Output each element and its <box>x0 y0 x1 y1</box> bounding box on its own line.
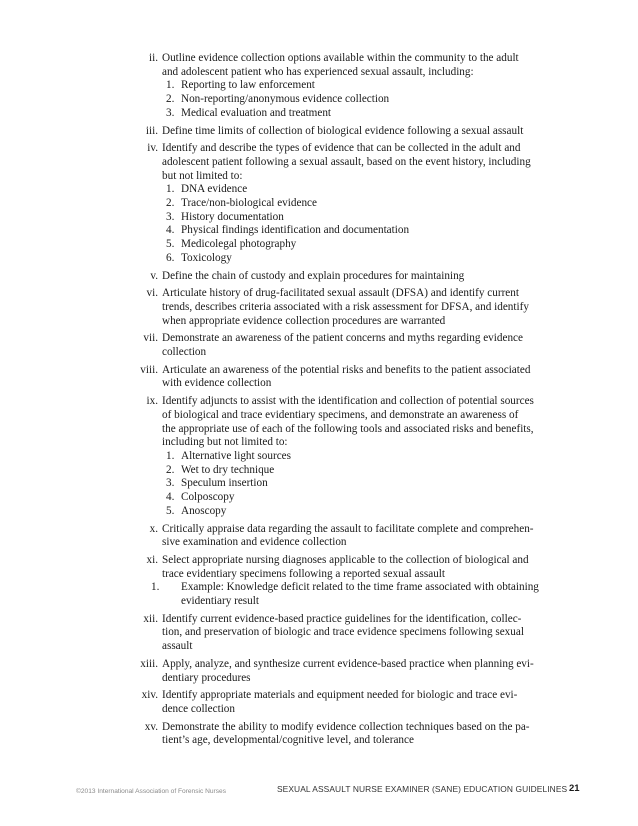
running-title: SEXUAL ASSAULT NURSE EXAMINER (SANE) EDUCATION GUIDELINES <box>277 784 568 794</box>
sub-item <box>166 505 582 519</box>
item-text: Identify and describe the types of evidence that can be collected in the adult and adolescent patient following a sexual assault, based on the event history, including but not limited to: <box>162 142 531 182</box>
sub-item-text: Example: Knowledge deficit related to the time frame associated with obtaining evidentiary result <box>181 581 539 608</box>
item-number: xi. <box>146 553 158 566</box>
item-body <box>162 125 582 139</box>
sub-item-number: 5. <box>166 238 175 251</box>
sub-item <box>166 93 582 107</box>
list-item <box>0 287 638 328</box>
item-body <box>162 287 582 328</box>
item-text: Critically appraise data regarding the assault to facilitate complete and comprehen- sive examination and evidence collection <box>162 522 534 549</box>
sub-item-number: 1. <box>166 449 175 462</box>
sub-item-text: Speculum insertion <box>181 477 268 490</box>
item-body <box>162 332 582 359</box>
sub-item <box>166 107 582 121</box>
sub-item-number: 3. <box>166 477 175 490</box>
sub-item-number: 3. <box>166 106 175 119</box>
sub-item <box>166 450 582 464</box>
item-text: Outline evidence collection options available within the community to the adult and adolescent patient who has experienced sexual assault, including: <box>162 52 519 78</box>
list-item <box>0 523 638 550</box>
sub-item <box>166 477 582 491</box>
copyright-notice: ©2013 International Association of Forensic Nurses <box>76 788 227 795</box>
sub-item-number: 4. <box>166 491 175 504</box>
item-number: viii. <box>140 363 158 376</box>
sub-item-number: 2. <box>166 463 175 476</box>
sub-item-number: 2. <box>166 93 175 106</box>
list-item <box>0 721 638 748</box>
sub-item <box>166 197 582 211</box>
list-item <box>0 613 638 654</box>
item-number: iv. <box>147 142 158 155</box>
list-item <box>0 142 638 265</box>
item-number: v. <box>150 269 158 282</box>
sub-item <box>166 183 582 197</box>
list-item <box>0 364 638 391</box>
sub-item-text: Reporting to law enforcement <box>181 79 315 92</box>
item-number: x. <box>149 522 158 535</box>
list-item <box>0 125 638 139</box>
sub-item <box>166 252 582 266</box>
item-number: ii. <box>148 52 158 64</box>
sub-item-text: Trace/non-biological evidence <box>181 197 317 210</box>
item-text: Define time limits of collection of biological evidence following a sexual assault <box>162 124 524 137</box>
item-number: vii. <box>143 332 158 345</box>
item-text: Identify appropriate materials and equipment needed for biologic and trace evi- dence collection <box>162 689 518 715</box>
sub-item-text: Colposcopy <box>181 491 235 504</box>
sub-item-number: 5. <box>166 504 175 517</box>
sub-item-number: 6. <box>166 251 175 264</box>
list-item <box>0 554 638 609</box>
item-number: xii. <box>143 612 158 625</box>
item-body <box>162 689 582 716</box>
item-text: Identify adjuncts to assist with the identification and collection of potential sources of biological and trace evidentiary specimens, and demonstrate an awareness of the appropriate use of each of the following tools and associated risks and benefits, including but not limited to: <box>162 395 534 449</box>
sub-item-number: 1. <box>166 79 175 92</box>
item-body <box>162 142 582 265</box>
sub-item-number: 2. <box>166 197 175 210</box>
item-body <box>162 270 582 284</box>
sub-item-number: 1. <box>166 183 175 196</box>
sub-item-text: Anoscopy <box>181 504 227 517</box>
sub-item-text: Wet to dry technique <box>181 463 275 476</box>
list-item <box>0 52 638 121</box>
item-number: ix. <box>146 395 158 408</box>
item-body <box>162 613 582 654</box>
sub-item-number: 3. <box>166 210 175 223</box>
list-item <box>0 689 638 716</box>
item-body <box>162 523 582 550</box>
item-body <box>162 52 582 121</box>
item-text: Apply, analyze, and synthesize current evidence-based practice when planning evi- dentiary procedures <box>162 657 534 684</box>
sub-item <box>166 79 582 93</box>
item-number: xv. <box>144 720 158 733</box>
item-text: Articulate an awareness of the potential risks and benefits to the patient associated with evidence collection <box>162 363 531 390</box>
item-text: Demonstrate an awareness of the patient concerns and myths regarding evidence collection <box>162 332 523 359</box>
item-text: Define the chain of custody and explain procedures for maintaining <box>162 269 465 282</box>
objectives-list <box>0 52 638 752</box>
page-number: 21 <box>569 783 580 794</box>
item-number: xiv. <box>141 689 158 702</box>
item-number: xiii. <box>140 657 158 670</box>
sub-item <box>166 211 582 225</box>
list-item <box>0 395 638 518</box>
sub-item-number: 4. <box>166 224 175 237</box>
sub-item-text: Medicolegal photography <box>181 238 297 251</box>
list-item <box>0 270 638 284</box>
item-body <box>162 721 582 748</box>
sub-item-text: Non-reporting/anonymous evidence collection <box>181 93 390 106</box>
sub-item-text: History documentation <box>181 210 284 223</box>
list-item <box>0 658 638 685</box>
sub-item-text: DNA evidence <box>181 183 248 196</box>
page-footer <box>0 781 638 797</box>
sub-item <box>166 464 582 478</box>
item-number: iii. <box>145 124 158 137</box>
sub-item-number: 1. <box>151 581 160 594</box>
sub-item-text: Toxicology <box>181 251 232 264</box>
sub-item-text: Alternative light sources <box>181 449 291 462</box>
sub-item <box>166 491 582 505</box>
item-body <box>162 658 582 685</box>
item-number: vi. <box>146 287 158 300</box>
item-body <box>162 364 582 391</box>
list-item <box>0 332 638 359</box>
item-text: Select appropriate nursing diagnoses applicable to the collection of biological and trace evidentiary specimens following a reported sexual assault <box>162 553 529 580</box>
sub-item <box>151 581 582 608</box>
sub-item-text: Medical evaluation and treatment <box>181 106 332 119</box>
sub-item <box>166 238 582 252</box>
sub-item <box>166 224 582 238</box>
item-text: Identify current evidence-based practice guidelines for the identification, collec- tion, and preservation of biologic and trace evidence specimens following sexual assault <box>162 612 524 653</box>
item-body <box>162 395 582 518</box>
item-text: Articulate history of drug-facilitated sexual assault (DFSA) and identify current trends, describes criteria associated with a risk assessment for DFSA, and identify when appropriate evidence collection procedures are warranted <box>162 287 529 327</box>
sub-item-text: Physical findings identification and documentation <box>181 224 410 237</box>
item-text: Demonstrate the ability to modify evidence collection techniques based on the pa- tient’s age, developmental/cognitive level, and tolerance <box>162 720 530 747</box>
